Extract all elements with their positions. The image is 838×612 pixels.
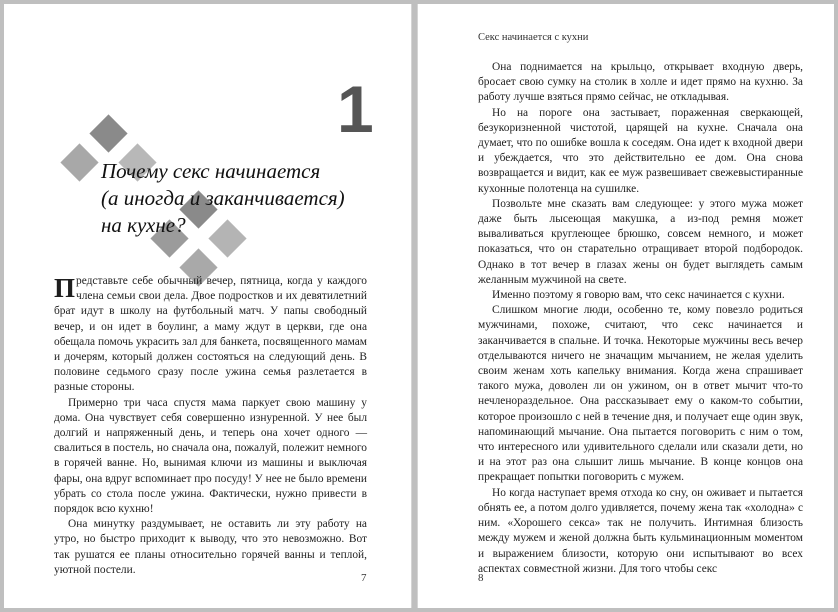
decorative-diamond — [60, 143, 98, 181]
paragraph: Позвольте мне сказать вам следующее: у этого мужа может даже быть лысеющая макушка, а из-под ремня может вываливаться круглеющее брюшко, совсем немного, и может показаться, что он старательно отращивает второй подбородок. Однако в тот вечер в глазах жены он будет выглядеть самым желанным мужчиной на свете. — [478, 197, 803, 286]
paragraph: Слишком многие люди, особенно те, кому повезло родиться мужчинами, похоже, считают, что секс начинается и заканчивается в спальне. И точка. Некоторые мужчины весь вечер отделываются ничего не значащим мычанием, не желая уделить своим женам хоть капельку внимания. Когда жена спрашивает такого мужа, доволен ли он ужином, он в ответ мычит что-то нечленораздельное. Она рассказывает ему о каком-то событии, которое произошло с ней в течение дня, и получает еще один звук, напоминающий мычание. Она пытается поговорить с ним о том, что интересного или удивительного сделали или сказали дети, но и на этот раз она слышит лишь мычание. В конце концов она прекращает попытки поговорить с мужем. — [478, 304, 803, 484]
chapter-title-line: на кухне? — [101, 213, 186, 237]
left-page — [4, 4, 412, 608]
right-page — [417, 4, 834, 608]
paragraph: Именно поэтому я говорю вам, что секс начинается с кухни. — [492, 289, 785, 302]
chapter-number: 1 — [337, 72, 374, 146]
paragraph — [54, 274, 367, 396]
chapter-title-line: Почему секс начинается — [101, 159, 321, 183]
page-number: 8 — [478, 572, 484, 584]
left-body-text — [54, 274, 367, 578]
paragraph: Но когда наступает время отхода ко сну, он оживает и пытается обнять ее, а потом долго удивляется, почему жена так «холодна» с ним. «Хорошего секса» так не получить. Интимная близость между мужем и женой должна быть кульминационным моментом и выражением близости, которую они испытывают во всех аспектах совместной жизни. Для того чтобы секс — [478, 486, 803, 575]
paragraph: Но на пороге она застывает, пораженная сверкающей, безукоризненной чистотой, царящей на кухне. Сначала она думает, что по ошибке вошла к соседям. Она идет к входной двери и убеждается, что это действительно ее дом. Она снова возвращается и видит, как ее муж развешивает свежевыстиранные кухонные полотенца на сушилке. — [478, 106, 803, 195]
right-body-text — [478, 60, 803, 577]
decorative-diamond — [89, 114, 127, 152]
drop-cap: П — [54, 273, 76, 303]
paragraph: Она минутку раздумывает, не оставить ли эту работу на утро, но быстро приходит к выводу, что это невозможно. Вот так рушатся ее планы относительно горячей ванны и теплой, уютной постели. — [54, 518, 367, 576]
chapter-title-line: (а иногда и заканчивается) — [101, 186, 345, 210]
paragraph: Она поднимается на крыльцо, открывает входную дверь, бросает свою сумку на столик в холле и идет прямо на кухню. За работу лучше взяться прямо сейчас, не откладывая. — [478, 61, 803, 104]
page-number: 7 — [361, 572, 367, 584]
paragraph-text: редставьте себе обычный вечер, пятница, когда у каждого члена семьи свои дела. Двое подростков и их девятилетний брат идут в школу на футбольный матч. У папы свободный вечер, и он идет в боулинг, а маму ждут в церкви, где она обещала помочь украсить зал для банкета, посвященного мамам и дочерям, который должен состояться на следующий день. В половине седьмого сразу после ужина семья разлетается в разные стороны. — [54, 275, 367, 394]
paragraph: Примерно три часа спустя мама паркует свою машину у дома. Она чувствует себя совершенно изнуренной. У нее был долгий и напряженный день, и теперь она хочет одного — свалиться в постель, но сначала она, пожалуй, полежит немного в горячей ванне. Но, вынимая ключи из машины и выключая фары, она вдруг вспоминает про посуду! У нее не было времени убрать со стола после ужина. Фактически, нужно привести в порядок всю кухню! — [54, 396, 367, 516]
running-head: Секс начинается с кухни — [478, 32, 589, 43]
chapter-title — [101, 158, 381, 239]
